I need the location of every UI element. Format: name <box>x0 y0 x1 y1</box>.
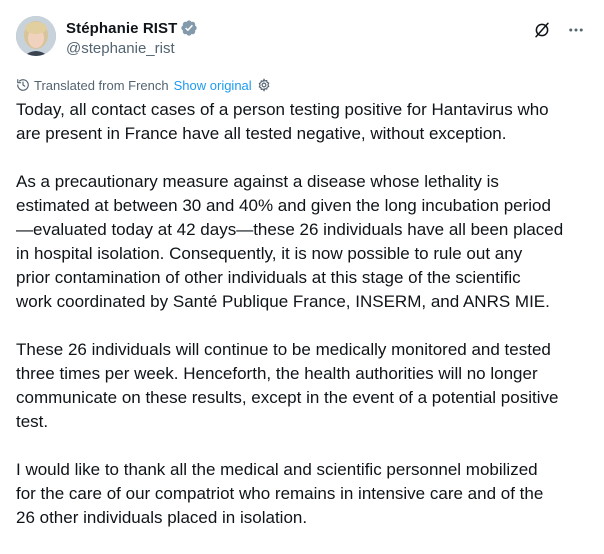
avatar-image <box>16 16 56 56</box>
verified-badge-icon <box>180 19 198 37</box>
handle[interactable]: @stephanie_rist <box>66 40 175 57</box>
show-original-link[interactable]: Show original <box>173 77 252 93</box>
post-paragraph: As a precautionary measure against a disease whose lethality is estimated at between 30 and 40% and given the long incubation period —evaluated today at 42 days—these 26 individuals have all been placed in hospital isolation. Consequently, it is now possible to rule out any prior contamination of other individuals at this stage of the scientific work coordinated by Santé Publique France, INSERM, and ANRS MIE. <box>16 172 564 311</box>
translate-icon <box>16 78 30 92</box>
more-icon[interactable] <box>566 20 586 40</box>
display-name[interactable]: Stéphanie RIST <box>66 19 178 37</box>
post-paragraph: These 26 individuals will continue to be medically monitored and tested three times per week. Henceforth, the health authorities will no longer communicate on these results, except in the event of a potential positive test. <box>16 340 559 431</box>
display-name-row <box>66 18 198 38</box>
post-text <box>16 98 588 554</box>
header-actions <box>532 20 588 40</box>
avatar[interactable] <box>16 16 56 56</box>
gear-icon[interactable] <box>257 78 271 92</box>
post-header <box>16 16 588 60</box>
grok-icon[interactable] <box>532 20 552 40</box>
author-names <box>66 18 198 58</box>
post-paragraph: Today, all contact cases of a person testing positive for Hantavirus who are present in France have all tested negative, without exception. <box>16 100 549 143</box>
translated-label: Translated from French <box>34 77 169 93</box>
post-paragraph: I would like to thank all the medical and scientific personnel mobilized for the care of our compatriot who remains in intensive care and of the 26 other individuals placed in isolation. <box>16 460 544 527</box>
translation-bar <box>16 76 271 94</box>
